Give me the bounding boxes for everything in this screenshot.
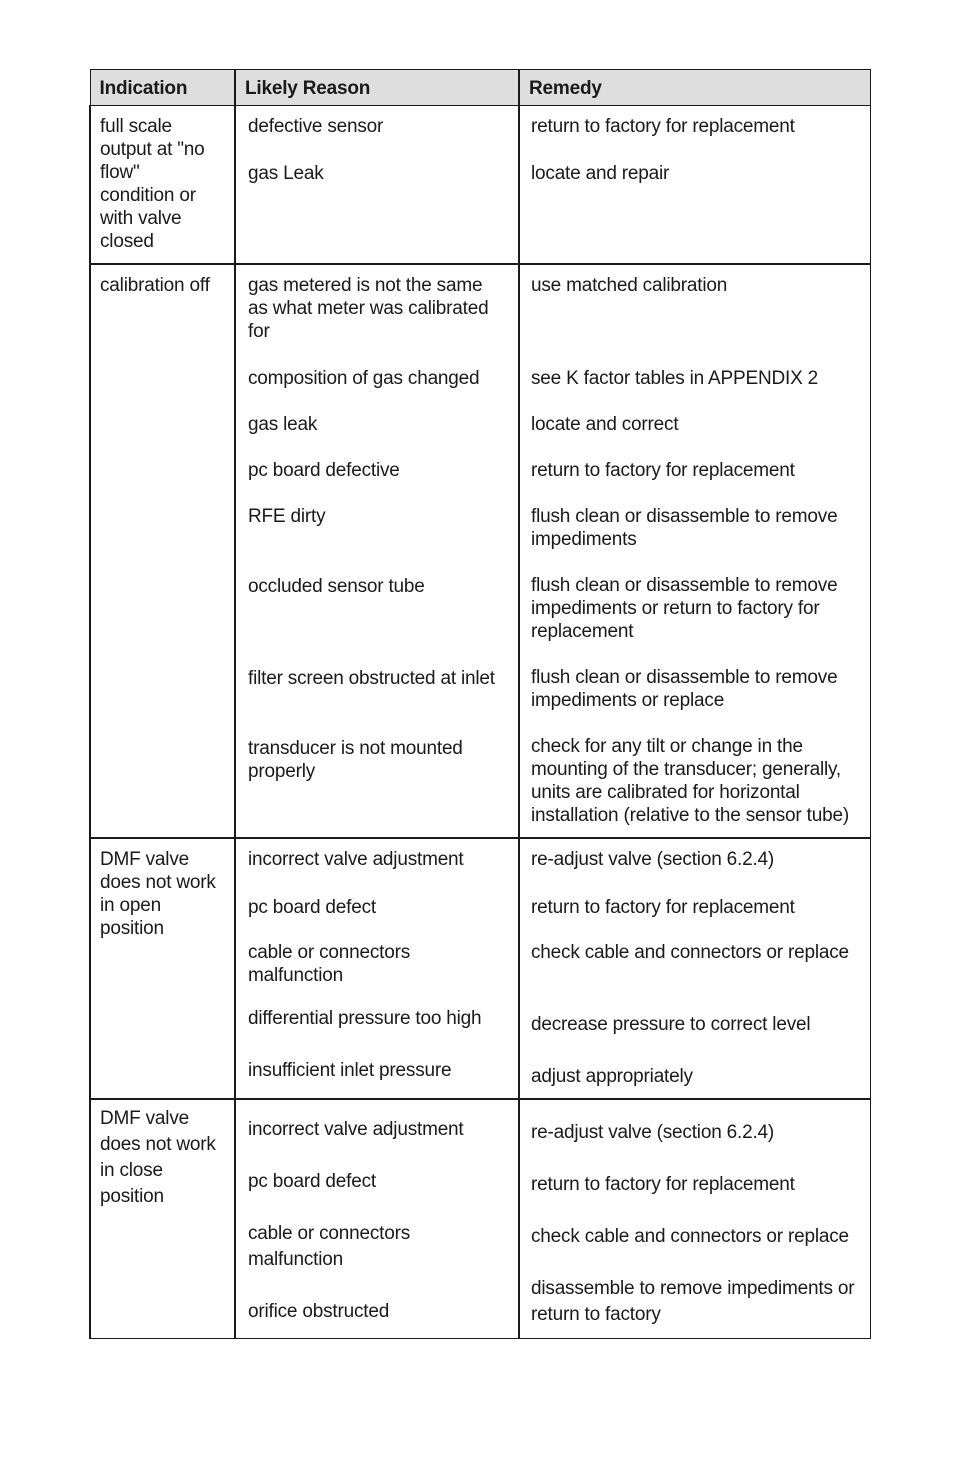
table-row (90, 838, 870, 1099)
remedy-cell (519, 1099, 870, 1339)
reason-text: gas leak (248, 414, 318, 435)
reason-cell (235, 838, 519, 1099)
reason-cell (235, 106, 519, 265)
table-row (90, 1099, 870, 1339)
header-row (90, 70, 870, 106)
indication-text: calibration off (100, 275, 210, 296)
remedy-text: locate and repair (531, 163, 670, 184)
reason-text: transducer is not mounted properly (248, 738, 463, 782)
indication-text: DMF valve does not work in close position (100, 1108, 216, 1207)
header-likely-reason: Likely Reason (235, 70, 519, 106)
indication-cell (90, 106, 235, 265)
indication-cell (90, 838, 235, 1099)
table-row (90, 264, 870, 838)
troubleshooting-table-container (89, 69, 869, 1339)
reason-text: gas Leak (248, 163, 324, 184)
reason-text: incorrect valve adjustment (248, 1119, 464, 1140)
reason-text: orifice obstructed (248, 1301, 390, 1322)
remedy-cell (519, 106, 870, 265)
remedy-text: re-adjust valve (section 6.2.4) (531, 1122, 775, 1143)
remedy-text: locate and correct (531, 414, 679, 435)
remedy-text: flush clean or disassemble to remove impediments or replace (531, 667, 838, 711)
remedy-cell (519, 264, 870, 838)
indication-text: DMF valve does not work in open position (100, 849, 216, 939)
indication-text: full scale output at "no flow" condition or with valve closed (100, 116, 205, 252)
reason-text: insufficient inlet pressure (248, 1060, 452, 1081)
table-header (90, 70, 870, 106)
remedy-text: disassemble to remove impediments or return to factory (531, 1278, 855, 1325)
remedy-text: flush clean or disassemble to remove impediments or return to factory for replacement (531, 575, 838, 642)
header-remedy: Remedy (519, 70, 870, 106)
remedy-text: flush clean or disassemble to remove impediments (531, 506, 838, 550)
reason-text: cable or connectors malfunction (248, 942, 411, 986)
reason-text: incorrect valve adjustment (248, 849, 464, 870)
reason-text: differential pressure too high (248, 1008, 482, 1029)
reason-text: filter screen obstructed at inlet (248, 668, 495, 689)
remedy-cell (519, 838, 870, 1099)
remedy-text: decrease pressure to correct level (531, 1014, 811, 1035)
table-row (90, 106, 870, 265)
reason-text: pc board defective (248, 460, 400, 481)
indication-cell (90, 1099, 235, 1339)
header-indication: Indication (90, 70, 235, 106)
remedy-text: return to factory for replacement (531, 116, 795, 137)
reason-text: pc board defect (248, 897, 376, 918)
remedy-text: return to factory for replacement (531, 460, 795, 481)
reason-text: defective sensor (248, 116, 384, 137)
remedy-text: check cable and connectors or replace (531, 1226, 849, 1247)
remedy-text: adjust appropriately (531, 1066, 693, 1087)
remedy-text: re-adjust valve (section 6.2.4) (531, 849, 775, 870)
reason-text: gas metered is not the same as what meter was calibrated for (248, 275, 489, 342)
remedy-text: return to factory for replacement (531, 1174, 795, 1195)
reason-text: composition of gas changed (248, 368, 480, 389)
indication-cell (90, 264, 235, 838)
remedy-text: check cable and connectors or replace (531, 942, 849, 963)
reason-cell (235, 264, 519, 838)
remedy-text: use matched calibration (531, 275, 728, 296)
reason-text: pc board defect (248, 1171, 376, 1192)
table-body (90, 106, 870, 1339)
remedy-text: check for any tilt or change in the mounting of the transducer; generally, units are calibrated for horizontal installation (relative to the sensor tube) (531, 736, 849, 826)
reason-text: RFE dirty (248, 506, 326, 527)
remedy-text: see K factor tables in APPENDIX 2 (531, 368, 818, 389)
reason-cell (235, 1099, 519, 1339)
troubleshooting-table (89, 69, 871, 1339)
remedy-text: return to factory for replacement (531, 897, 795, 918)
reason-text: cable or connectors malfunction (248, 1223, 411, 1270)
reason-text: occluded sensor tube (248, 576, 425, 597)
